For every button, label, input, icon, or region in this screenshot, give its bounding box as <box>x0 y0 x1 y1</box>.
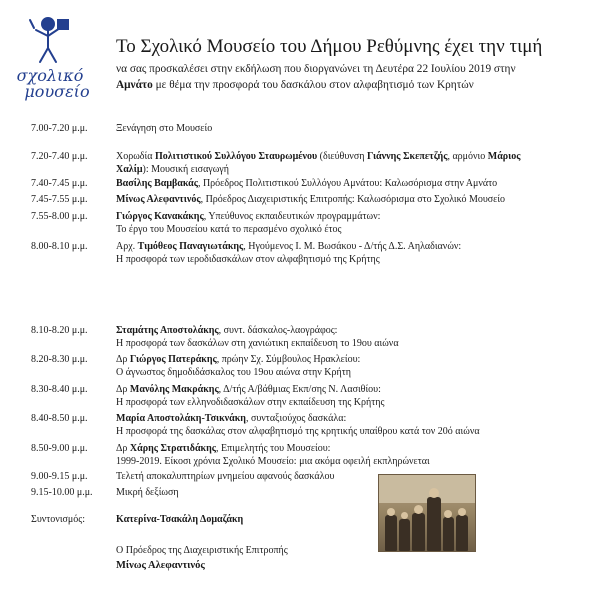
speaker-name: Μίνως Αλεφαντινός <box>116 194 201 205</box>
schedule-text: Δρ <box>116 443 130 454</box>
logo-line2: μουσείο <box>24 82 90 101</box>
schedule-text: Δρ <box>116 384 130 395</box>
schedule-text: (διεύθυνση <box>317 151 367 162</box>
speaker-name: Γιώργος Κανακάκης <box>116 211 204 222</box>
schedule-text: Η προσφορά της δασκάλας στον αλφαβητισμό της κρητικής υπαίθρου κατά τον 20ό αιώνα <box>116 426 480 437</box>
schedule-time: 7.55-8.00 μ.μ. <box>31 211 88 222</box>
speaker-name: Χαλίμ <box>116 164 143 175</box>
schedule-line <box>116 425 586 438</box>
speaker-name: Σταμάτης Αποστολάκης <box>116 325 219 336</box>
schedule-line <box>116 486 586 499</box>
schedule-time: 9.15-10.00 μ.μ. <box>31 487 93 498</box>
schedule-description <box>116 412 586 438</box>
schedule-text: Τελετή αποκαλυπτηρίων μνημείου αφανούς δασκάλου <box>116 471 335 482</box>
schedule-time: 8.40-8.50 μ.μ. <box>31 413 88 424</box>
schedule-line <box>116 442 586 455</box>
speaker-name: Γιώργος Πατεράκης <box>129 354 217 365</box>
school-group-photo <box>378 474 476 552</box>
schedule-text: , αρμόνιο <box>447 151 488 162</box>
schedule-line <box>116 253 586 266</box>
signer-name: Μίνως Αλεφαντινός <box>116 560 205 571</box>
schedule-text: , Υπεύθυνος εκπαιδευτικών προγραμμάτων: <box>203 211 381 222</box>
speaker-name: Πολιτιστικού Συλλόγου Σταυρωμένου <box>154 151 318 162</box>
speaker-name: Μαρία Αποστολάκη-Τσικνάκη <box>116 413 246 424</box>
schedule-text: Αρχ. <box>116 241 138 252</box>
schedule-text: 1999-2019. Είκοσι χρόνια Σχολικό Μουσείο: μια ακόμα οφειλή εκπληρώνεται <box>116 456 430 467</box>
schedule-text: ): Μουσική εισαγωγή <box>142 164 229 175</box>
speaker-name: Μανόλης Μακράκης <box>129 384 219 395</box>
schedule-text: Η προσφορά των δασκάλων στη χανιώτικη εκπαίδευση το 19ου αιώνα <box>116 338 399 349</box>
schedule-text: Η προσφορά των ιεροδιδασκάλων στον αλφαβητισμό της Κρήτης <box>116 254 380 265</box>
schedule-time: 7.45-7.55 μ.μ. <box>31 194 88 205</box>
invitation-subtitle: να σας προσκαλέσει στην εκδήλωση που διοργανώνει τη Δευτέρα 22 Ιουλίου 2019 στην <box>116 63 516 75</box>
schoolchild-with-book-icon <box>26 14 72 68</box>
schedule-text: , Επιμελητής του Μουσείου: <box>216 443 331 454</box>
event-place: Αμνάτο <box>116 79 153 91</box>
schedule-line <box>116 193 586 206</box>
schedule-time: 9.00-9.15 μ.μ. <box>31 471 88 482</box>
schedule-line <box>116 177 586 190</box>
schedule-line <box>116 412 586 425</box>
schedule-description <box>116 486 586 499</box>
schedule-line <box>116 366 586 379</box>
speaker-name: Χάρης Στρατιδάκης <box>129 443 217 454</box>
speaker-name: Μάριος <box>487 151 521 162</box>
schedule-description <box>116 324 586 350</box>
schedule-line <box>116 396 586 409</box>
speaker-name: Βασίλης Βαμβακάς <box>116 178 198 189</box>
schedule-text: , Δ/τής Α/βάθμιας Εκπ/σης Ν. Λασιθίου: <box>218 384 381 395</box>
schedule-line <box>116 122 586 135</box>
schedule-line <box>116 513 586 526</box>
schedule-text: , συντ. δάσκαλος-λαογράφος: <box>218 325 338 336</box>
schedule-line <box>116 163 586 176</box>
schedule-time: 7.00-7.20 μ.μ. <box>31 123 88 134</box>
schedule-time: 8.30-8.40 μ.μ. <box>31 384 88 395</box>
schedule-time: Συντονισμός: <box>31 514 86 525</box>
schedule-text: Ο άγνωστος δημοδιδάσκαλος του 19ου αιώνα στην Κρήτη <box>116 367 351 378</box>
schedule-line <box>116 383 586 396</box>
speaker-name: Κατερίνα-Τσακάλη Δομαζάκη <box>116 514 244 525</box>
schedule-text: , συνταξιούχος δασκάλα: <box>245 413 347 424</box>
schedule-description <box>116 353 586 379</box>
schedule-line <box>116 210 586 223</box>
schedule-description <box>116 177 586 190</box>
schedule-line <box>116 150 586 163</box>
schedule-text: Δρ <box>116 354 130 365</box>
schedule-line <box>116 470 586 483</box>
speaker-name: Τιμόθεος Παναγιωτάκης <box>137 241 244 252</box>
schedule-text: , Πρόεδρος Διαχειριστικής Επιτροπής: Καλωσόρισμα στο Σχολικό Μουσείο <box>200 194 506 205</box>
schedule-text: , πρώην Σχ. Σύμβουλος Ηρακλείου: <box>216 354 361 365</box>
schedule-description <box>116 150 586 176</box>
schedule-text: Ξενάγηση στο Μουσείο <box>116 123 213 134</box>
schedule-description <box>116 193 586 206</box>
schedule-line <box>116 353 586 366</box>
event-topic: με θέμα την προσφορά του δασκάλου στον αλφαβητισμό των Κρητών <box>155 79 474 91</box>
schedule-line <box>116 240 586 253</box>
schedule-line <box>116 455 586 468</box>
schedule-line <box>116 337 586 350</box>
schedule-description <box>116 122 586 135</box>
schedule-text: , Ηγούμενος Ι. Μ. Βωσάκου - Δ/τής Δ.Σ. Αηλαδιανών: <box>243 241 462 252</box>
logo-line1: σχολικό <box>16 66 84 85</box>
schedule-time: 8.10-8.20 μ.μ. <box>31 325 88 336</box>
signer-title: Ο Πρόεδρος της Διαχειριστικής Επιτροπής <box>116 545 288 556</box>
schedule-text: Μικρή δεξίωση <box>116 487 179 498</box>
schedule-text: Το έργο του Μουσείου κατά το περασμένο σχολικό έτος <box>116 224 342 235</box>
schedule-line <box>116 223 586 236</box>
schedule-text: , Πρόεδρος Πολιτιστικού Συλλόγου Αμνάτου: Καλωσόρισμα στην Αμνάτο <box>197 178 498 189</box>
schedule-time: 7.20-7.40 μ.μ. <box>31 151 88 162</box>
schedule-description <box>116 240 586 266</box>
schedule-text: Χορωδία <box>116 151 155 162</box>
schedule-description <box>116 470 586 483</box>
speaker-name: Γιάννης Σκεπετζής <box>366 151 448 162</box>
schedule-time: 8.50-9.00 μ.μ. <box>31 443 88 454</box>
schedule-description <box>116 383 586 409</box>
schedule-text: Η προσφορά των ελληνοδιδασκάλων στην εκπαίδευση της Κρήτης <box>116 397 385 408</box>
schedule-time: 8.20-8.30 μ.μ. <box>31 354 88 365</box>
logo-wordmark <box>4 68 96 100</box>
schedule-line <box>116 324 586 337</box>
invitation-subtitle-line2 <box>116 78 586 92</box>
page-title: Το Σχολικό Μουσείο του Δήμου Ρεθύμνης έχει την τιμή <box>116 36 543 57</box>
schedule-description <box>116 210 586 236</box>
school-museum-logo <box>4 14 96 101</box>
schedule-time: 7.40-7.45 μ.μ. <box>31 178 88 189</box>
schedule-description <box>116 442 586 468</box>
schedule-description <box>116 513 586 526</box>
schedule-time: 8.00-8.10 μ.μ. <box>31 241 88 252</box>
